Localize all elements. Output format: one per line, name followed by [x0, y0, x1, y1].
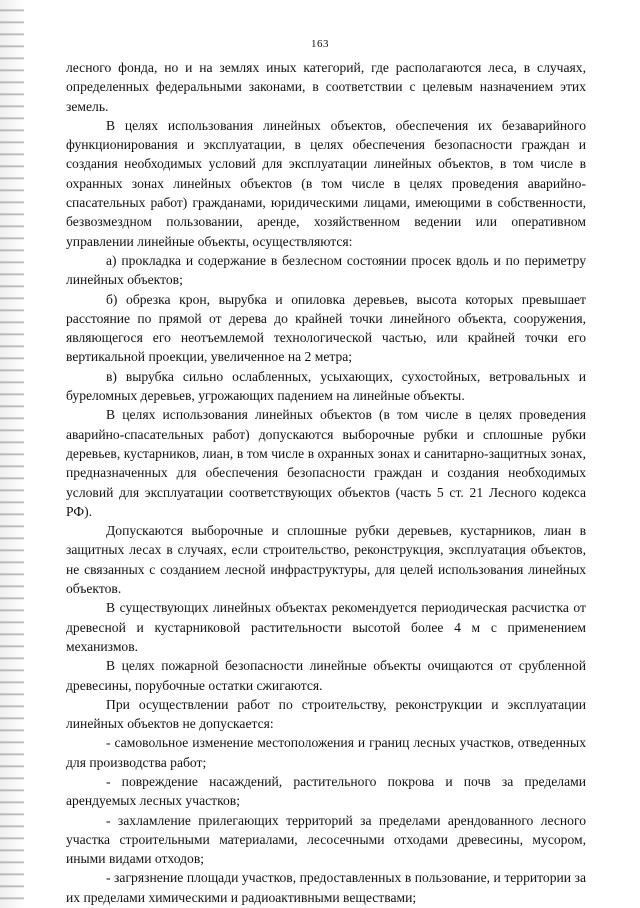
paragraph: При осуществлении работ по строительству, реконструкции и эксплуатации линейных объектов не допускается: — [66, 696, 586, 732]
paragraph: В существующих линейных объектах рекомендуется периодическая расчистка от древесной и кустарниковой растительности высотой более 4 м с применением механизмов. — [66, 600, 586, 654]
paragraph: В целях пожарной безопасности линейные объекты очищаются от срубленной древесины, порубочные остатки сжигаются. — [66, 658, 586, 693]
list-item: - повреждение насаждений, растительного покрова и почв за пределами арендуемых лесных участков; — [66, 773, 586, 809]
list-item: в) вырубка сильно ослабленных, усыхающих, сухостойных, ветровальных и буреломных деревьев, угрожающих падением на линейные объекты. — [66, 368, 586, 404]
paragraph: В целях использования линейных объектов, обеспечения их безаварийного функционирования и эксплуатации, в целях обеспечения безопасности граждан и создания необходимых условий для эксплуатации линейных объектов, в том числе в охранных зонах линейных объектов (в том числе в целях проведения аварийно-спасательных работ) гражданами, юридическими лицами, имеющими в собственности, безвозмездном пользовании, аренде, хозяйственном ведении или оперативном управлении линейные объекты, осуществляются: — [66, 117, 586, 249]
page-number: 163 — [311, 38, 329, 50]
document-body — [66, 58, 586, 907]
paragraph: лесного фонда, но и на землях иных категорий, где располагаются леса, в случаях, определенных федеральными законами, в соответствии с целевым назначением этих земель. — [66, 60, 586, 114]
list-item: б) обрезка крон, вырубка и опиловка деревьев, высота которых превышает расстояние по прямой от дерева до крайней точки линейного объекта, сооружения, являющегося его неотъемлемой технологической частью, или крайней точки его вертикальной проекции, увеличенное на 2 метра; — [66, 291, 586, 365]
list-item: - захламление прилегающих территорий за пределами арендованного лесного участка строительными материалами, лесосечными отходами древесины, мусором, иными видами отходов; — [66, 812, 586, 867]
paragraph: Допускаются выборочные и сплошные рубки деревьев, кустарников, лиан в защитных лесах в случаях, если строительство, реконструкция, эксплуатация объектов, не связанных с созданием лесной инфраструктуры, для целей использования линейных объектов. — [66, 523, 586, 597]
scan-edge-artifact — [0, 0, 24, 908]
paragraph: В целях использования линейных объектов (в том числе в целях проведения аварийно-спасательных работ) допускаются выборочные рубки и сплошные рубки деревьев, кустарников, лиан, в том числе в охранных зонах и санитарно-защитных зонах, предназначенных для обеспечения безопасности граждан и создания необходимых условий для эксплуатации соответствующих объектов (часть 5 ст. 21 Лесного кодекса РФ). — [66, 407, 586, 519]
list-item: - загрязнение площади участков, предоставленных в пользование, и территории за их пределами химическими и радиоактивными веществами; — [66, 870, 586, 905]
list-item: - самовольное изменение местоположения и границ лесных участков, отведенных для производства работ; — [66, 735, 586, 770]
list-item: а) прокладка и содержание в безлесном состоянии просек вдоль и по периметру линейных объектов; — [66, 252, 586, 288]
